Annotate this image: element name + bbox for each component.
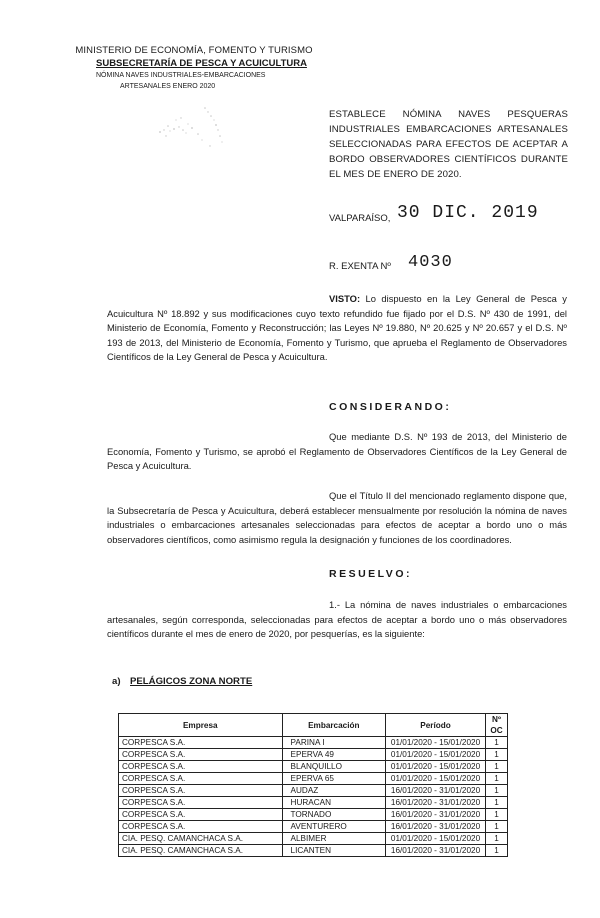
considerando-text-1: Que mediante D.S. Nº 193 de 2013, del Ministerio de Economía, Fomento y Turismo, se aprobó el Reglamento de Observadores Científicos de la Ley General de Pesca y Acuicultura. xyxy=(107,431,567,471)
reference-line-1: NÓMINA NAVES INDUSTRIALES-EMBARCACIONES xyxy=(96,72,266,79)
table-row xyxy=(119,809,508,821)
cell-empresa: CORPESCA S.A. xyxy=(119,773,283,785)
cell-periodo: 01/01/2020 - 15/01/2020 xyxy=(386,761,486,773)
cell-embarcacion: EPERVA 65 xyxy=(282,773,386,785)
cell-empresa: CIA. PESQ. CAMANCHACA S.A. xyxy=(119,833,283,845)
cell-numero-oc: 1 xyxy=(486,797,508,809)
resolution-number-line xyxy=(329,253,559,277)
place-name: VALPARAÍSO, xyxy=(329,213,391,224)
visto-label: VISTO: xyxy=(329,293,361,304)
stamped-date: 30 DIC. 2019 xyxy=(397,203,539,223)
resolution-number: 4030 xyxy=(408,253,453,272)
resuelvo-paragraph-1 xyxy=(107,598,567,642)
section-a-title xyxy=(112,676,252,687)
vessel-table xyxy=(118,713,508,857)
letterhead xyxy=(74,44,314,92)
table-row xyxy=(119,833,508,845)
cell-numero-oc: 1 xyxy=(486,773,508,785)
resolution-label: R. EXENTA Nº xyxy=(329,261,391,272)
section-name: PELÁGICOS ZONA NORTE xyxy=(130,676,253,687)
table-row xyxy=(119,773,508,785)
cell-periodo: 16/01/2020 - 31/01/2020 xyxy=(386,797,486,809)
resuelvo-text-1: 1.- La nómina de naves industriales o embarcaciones artesanales, según corresponda, seleccionadas para efectos de aceptar a bordo uno o más observadores científicos durante el mes de enero de 2020, por pesquerías, es la siguiente: xyxy=(107,599,567,639)
cell-numero-oc: 1 xyxy=(486,833,508,845)
cell-numero-oc: 1 xyxy=(486,785,508,797)
cell-empresa: CORPESCA S.A. xyxy=(119,749,283,761)
cell-periodo: 16/01/2020 - 31/01/2020 xyxy=(386,821,486,833)
cell-embarcacion: AVENTURERO xyxy=(282,821,386,833)
faded-stamp-icon xyxy=(150,100,240,160)
reference-line-2: ARTESANALES ENERO 2020 xyxy=(120,83,216,90)
cell-numero-oc: 1 xyxy=(486,737,508,749)
table-row xyxy=(119,749,508,761)
col-embarcacion: Embarcación xyxy=(282,714,386,737)
resolution-title: ESTABLECE NÓMINA NAVES PESQUERAS INDUSTRIALES EMBARCACIONES ARTESANALES SELECCIONADAS PARA EFECTOS DE ACEPTAR A BORDO OBSERVADORES CIENTÍFICOS DURANTE EL MES DE ENERO DE 2020. xyxy=(329,109,568,180)
cell-periodo: 16/01/2020 - 31/01/2020 xyxy=(386,809,486,821)
table-body xyxy=(119,737,508,857)
considerando-paragraph-1 xyxy=(107,430,567,474)
col-numero-oc: Nº OC xyxy=(486,714,508,737)
table-row xyxy=(119,797,508,809)
cell-embarcacion: AUDAZ xyxy=(282,785,386,797)
cell-numero-oc: 1 xyxy=(486,761,508,773)
cell-embarcacion: TORNADO xyxy=(282,809,386,821)
cell-empresa: CORPESCA S.A. xyxy=(119,809,283,821)
cell-numero-oc: 1 xyxy=(486,821,508,833)
cell-periodo: 16/01/2020 - 31/01/2020 xyxy=(386,845,486,857)
place-and-date xyxy=(329,203,559,227)
cell-periodo: 01/01/2020 - 15/01/2020 xyxy=(386,749,486,761)
cell-empresa: CORPESCA S.A. xyxy=(119,785,283,797)
resuelvo-heading: RESUELVO: xyxy=(329,568,412,580)
table-row xyxy=(119,761,508,773)
table-row xyxy=(119,845,508,857)
cell-embarcacion: BLANQUILLO xyxy=(282,761,386,773)
cell-embarcacion: HURACAN xyxy=(282,797,386,809)
considerando-heading: CONSIDERANDO: xyxy=(329,401,452,413)
cell-empresa: CIA. PESQ. CAMANCHACA S.A. xyxy=(119,845,283,857)
considerando-paragraph-2 xyxy=(107,489,567,547)
subsecretaria-name: SUBSECRETARÍA DE PESCA Y ACUICULTURA xyxy=(96,58,307,69)
table-row xyxy=(119,785,508,797)
table-row xyxy=(119,821,508,833)
considerando-text-2: Que el Título II del mencionado reglamento dispone que, la Subsecretaría de Pesca y Acuicultura, deberá establecer mensualmente por resolución la nómina de naves industriales o embarcaciones artesanales seleccionadas para efectos de aceptar a bordo uno o más observadores científicos, como asimismo regula la designación y funciones de los coordinadores. xyxy=(107,490,567,545)
visto-paragraph xyxy=(107,292,567,365)
cell-periodo: 16/01/2020 - 31/01/2020 xyxy=(386,785,486,797)
cell-empresa: CORPESCA S.A. xyxy=(119,761,283,773)
cell-embarcacion: EPERVA 49 xyxy=(282,749,386,761)
cell-embarcacion: PARINA I xyxy=(282,737,386,749)
cell-embarcacion: ALBIMER xyxy=(282,833,386,845)
cell-embarcacion: LICANTEN xyxy=(282,845,386,857)
table-header-row xyxy=(119,714,508,737)
cell-numero-oc: 1 xyxy=(486,845,508,857)
visto-text: Lo dispuesto en la Ley General de Pesca y Acuicultura Nº 18.892 y sus modificaciones cuyo texto refundido fue fijado por el D.S. Nº 430 de 1991, del Ministerio de Economía, Fomento y Reconstrucción; las Leyes Nº 19.880, Nº 20.625 y Nº 20.657 y el D.S. Nº 193 de 2013, del Ministerio de Economía, Fomento y Turismo, que aprueba el Reglamento de Observadores Científicos de la Ley General de Pesca y Acuicultura. xyxy=(107,293,567,362)
cell-periodo: 01/01/2020 - 15/01/2020 xyxy=(386,833,486,845)
ministry-name: MINISTERIO DE ECONOMÍA, FOMENTO Y TURISMO xyxy=(75,45,313,56)
cell-periodo: 01/01/2020 - 15/01/2020 xyxy=(386,737,486,749)
section-letter: a) xyxy=(112,676,121,687)
col-empresa: Empresa xyxy=(119,714,283,737)
cell-numero-oc: 1 xyxy=(486,809,508,821)
col-periodo: Período xyxy=(386,714,486,737)
cell-periodo: 01/01/2020 - 15/01/2020 xyxy=(386,773,486,785)
cell-numero-oc: 1 xyxy=(486,749,508,761)
cell-empresa: CORPESCA S.A. xyxy=(119,821,283,833)
cell-empresa: CORPESCA S.A. xyxy=(119,797,283,809)
cell-empresa: CORPESCA S.A. xyxy=(119,737,283,749)
table-row xyxy=(119,737,508,749)
